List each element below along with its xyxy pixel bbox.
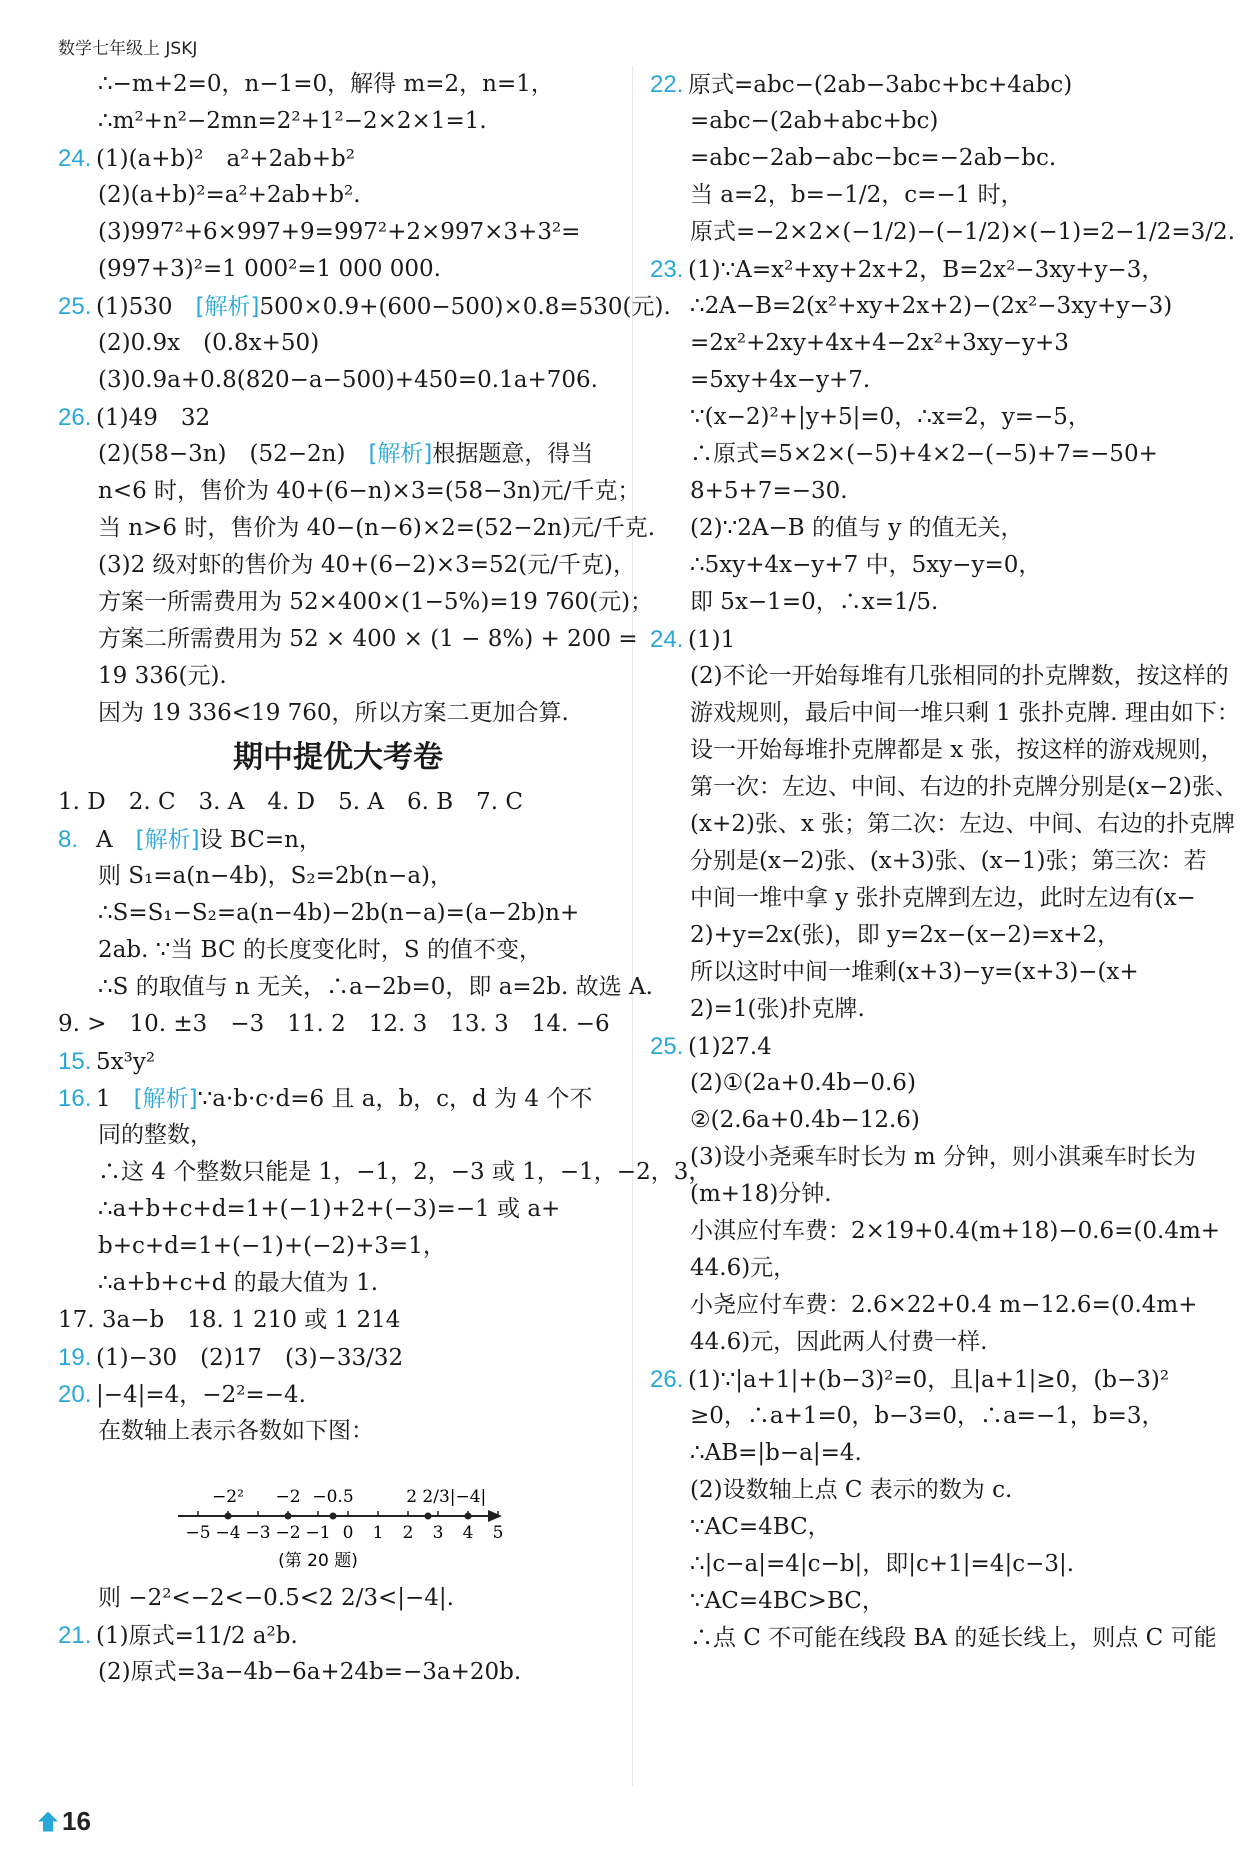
answer-line xyxy=(58,362,618,399)
answer-line xyxy=(650,325,1210,362)
page-number-badge xyxy=(38,1806,91,1837)
answer-line xyxy=(58,1228,618,1265)
answer-line xyxy=(58,325,618,362)
answer-text: 在数轴上表示各数如下图： xyxy=(98,1418,374,1444)
answer-line xyxy=(650,288,1210,325)
analysis-tag: [解析] xyxy=(195,294,260,320)
tick-label: 5 xyxy=(492,1523,504,1543)
answer-text: (1)∵|a+1|+(b−3)²=0，且|a+1|≥0，(b−3)² xyxy=(688,1367,1170,1393)
question-number: 24. xyxy=(58,145,92,172)
answer-line xyxy=(650,1139,1210,1176)
answer-text: (1)∵A=x²+xy+2x+2，B=2x²−3xy+y−3， xyxy=(688,257,1165,283)
answer-text: 原式=abc−(2ab−3abc+bc+4abc) xyxy=(688,72,1073,98)
answer-text: (997+3)²=1 000²=1 000 000. xyxy=(98,256,441,282)
answer-line xyxy=(650,732,1224,769)
tick-label: 2 xyxy=(402,1523,414,1543)
answer-line xyxy=(650,1324,1210,1361)
answer-text: ∴点 C 不可能在线段 BA 的延长线上，则点 C 可能 xyxy=(690,1625,1217,1651)
answer-text: ∴AB=|b−a|=4. xyxy=(690,1440,862,1466)
answer-text: 因为 19 336<19 760，所以方案二更加合算. xyxy=(98,700,569,726)
answer-text: 小尧应付车费：2.6×22+0.4 m−12.6=(0.4m+ xyxy=(690,1292,1198,1318)
number-point xyxy=(330,1513,337,1520)
question-number: 26. xyxy=(650,1366,684,1393)
answer-line xyxy=(650,1250,1210,1287)
answer-line xyxy=(58,251,618,288)
section-title: 期中提优大考卷 xyxy=(233,740,443,775)
tick-label: 4 xyxy=(462,1523,474,1543)
answer-text: 44.6)元，因此两人付费一样. xyxy=(690,1329,988,1355)
question-line xyxy=(650,621,1210,658)
question-number: 26. xyxy=(58,404,92,431)
tick-label: 1 xyxy=(372,1523,384,1543)
figure-caption: (第 20 题) xyxy=(278,1551,358,1571)
answer-line xyxy=(58,1302,618,1339)
answer-line xyxy=(650,1435,1210,1472)
analysis-tag: [解析] xyxy=(135,827,200,853)
question-line xyxy=(650,66,1210,103)
answer-text: (3)2 级对虾的售价为 40+(6−2)×3=52(元/千克)， xyxy=(98,552,636,578)
page-number: 16 xyxy=(62,1806,91,1836)
tick-label: 0 xyxy=(342,1523,354,1543)
answer-text: ∴S=S₁−S₂=a(n−4b)−2b(n−a)=(a−2b)n+ xyxy=(98,900,580,926)
answer-text: 当 n>6 时，售价为 40−(n−6)×2=(52−2n)元/千克. xyxy=(98,515,656,541)
answer-text: (2)(a+b)²=a²+2ab+b². xyxy=(98,182,361,208)
answer-text: =abc−(2ab+abc+bc) xyxy=(690,108,939,134)
answer-line xyxy=(58,695,618,732)
axis-arrow-icon xyxy=(488,1510,502,1522)
answer-text: b+c+d=1+(−1)+(−2)+3=1， xyxy=(98,1233,446,1259)
question-number: 16. xyxy=(58,1085,92,1112)
answer-line xyxy=(650,1065,1210,1102)
answer-text: 设 BC=n， xyxy=(199,827,322,853)
question-line xyxy=(58,1617,618,1654)
page-header: 数学七年级上 JSKJ xyxy=(58,39,198,59)
answer-text: 第一次：左边、中间、右边的扑克牌分别是(x−2)张、 xyxy=(690,774,1238,800)
answer-line xyxy=(650,843,1210,880)
tick-label: −1 xyxy=(305,1523,331,1543)
question-number: 19. xyxy=(58,1344,92,1371)
analysis-tag: [解析] xyxy=(368,441,433,467)
point-label: 2 2/3 xyxy=(406,1487,450,1507)
answer-line xyxy=(58,784,618,821)
answer-line xyxy=(650,769,1238,806)
answer-line xyxy=(58,1006,618,1043)
answer-line xyxy=(650,991,1210,1028)
answer-text: 2)=1(张)扑克牌. xyxy=(690,996,865,1022)
answer-text: =2x²+2xy+4x+4−2x²+3xy−y+3 xyxy=(690,330,1069,356)
answer-line xyxy=(650,695,1240,732)
tick-label: −2 xyxy=(275,1523,301,1543)
question-number: 22. xyxy=(650,71,684,98)
answer-text: ∴−m+2=0，n−1=0，解得 m=2，n=1， xyxy=(98,71,554,97)
answer-line xyxy=(650,1620,1217,1657)
answer-text: ∴S 的取值与 n 无关，∴a−2b=0，即 a=2b. 故选 A. xyxy=(98,974,653,1000)
answer-line xyxy=(58,1580,618,1617)
question-line xyxy=(650,1028,1210,1065)
question-number: 23. xyxy=(650,256,684,283)
answer-text: (2)∵2A−B 的值与 y 的值无关， xyxy=(690,515,1024,541)
question-line xyxy=(58,1080,618,1117)
tick-label: −4 xyxy=(215,1523,241,1543)
answer-line xyxy=(650,510,1210,547)
number-line-container xyxy=(98,1450,618,1580)
question-number: 25. xyxy=(650,1033,684,1060)
answer-text: =abc−2ab−abc−bc=−2ab−bc. xyxy=(690,145,1057,171)
left-column xyxy=(58,66,712,1691)
answer-line xyxy=(58,1265,618,1302)
answer-text: 方案一所需费用为 52×400×(1−5%)=19 760(元)； xyxy=(98,589,654,615)
tick-label: −5 xyxy=(185,1523,211,1543)
answer-text: 2)+y=2x(张)，即 y=2x−(x−2)=x+2， xyxy=(690,922,1121,948)
question-number: 21. xyxy=(58,1622,92,1649)
answer-line xyxy=(650,584,1210,621)
question-number: 15. xyxy=(58,1048,92,1075)
answer-text: ∵(x−2)²+|y+5|=0，∴x=2，y=−5， xyxy=(690,404,1091,430)
answer-text: 根据题意，得当 xyxy=(432,441,594,467)
answer-line xyxy=(58,547,636,584)
question-line xyxy=(58,1376,618,1413)
answer-text: (1)−30 (2)17 (3)−33/32 xyxy=(96,1345,404,1371)
answer-line xyxy=(58,177,618,214)
answer-line xyxy=(58,658,618,695)
answer-text: ∵AC=4BC， xyxy=(690,1514,831,1540)
answer-text: ∴|c−a|=4|c−b|，即|c+1|=4|c−3|. xyxy=(690,1551,1075,1577)
answer-line xyxy=(58,214,618,251)
answer-line xyxy=(650,362,1210,399)
answer-text: (2)0.9x (0.8x+50) xyxy=(98,330,320,356)
answer-line xyxy=(58,66,618,103)
answer-line xyxy=(650,880,1210,917)
answer-line xyxy=(650,806,1236,843)
answer-text: (2)原式=3a−4b−6a+24b=−3a+20b. xyxy=(98,1659,522,1685)
answer-line xyxy=(650,954,1210,991)
answer-line xyxy=(650,177,1210,214)
point-label: −2 xyxy=(275,1487,301,1507)
point-label: |−4| xyxy=(449,1487,487,1507)
answer-text: 则 −2²<−2<−0.5<2 2/3<|−4|. xyxy=(98,1585,454,1611)
answer-text: 方案二所需费用为 52 × 400 × (1 − 8%) + 200 = xyxy=(98,626,638,652)
answer-text: 小淇应付车费：2×19+0.4(m+18)−0.6=(0.4m+ xyxy=(690,1218,1221,1244)
answer-line xyxy=(650,658,1229,695)
answer-text: =5xy+4x−y+7. xyxy=(690,367,871,393)
answer-text: (2)(58−3n) (52−2n) xyxy=(98,441,369,467)
question-line xyxy=(650,1361,1210,1398)
answer-text: ②(2.6a+0.4b−12.6) xyxy=(690,1107,920,1133)
answer-line xyxy=(58,1117,618,1154)
answer-line xyxy=(58,1191,618,1228)
question-number: 24. xyxy=(650,626,684,653)
answer-text: 当 a=2，b=−1/2，c=−1 时， xyxy=(690,182,1024,208)
answer-line xyxy=(650,1176,1210,1213)
answer-text: 分别是(x−2)张、(x+3)张、(x−1)张；第三次：若 xyxy=(690,848,1207,874)
answer-text: 则 S₁=a(n−4b)，S₂=2b(n−a)， xyxy=(98,863,454,889)
tick-label: 3 xyxy=(432,1523,444,1543)
answer-text: A xyxy=(96,827,136,853)
answer-text: 19 336(元). xyxy=(98,663,227,689)
column-divider xyxy=(632,66,633,1786)
answer-text: 所以这时中间一堆剩(x+3)−y=(x+3)−(x+ xyxy=(690,959,1139,985)
question-line xyxy=(58,1339,618,1376)
answer-line xyxy=(650,140,1210,177)
point-label: −2² xyxy=(212,1487,244,1507)
analysis-tag: [解析] xyxy=(133,1086,198,1112)
answer-line xyxy=(650,1102,1210,1139)
answer-line xyxy=(650,1287,1210,1324)
question-line xyxy=(58,1043,618,1080)
answer-text: 中间一堆中拿 y 张扑克牌到左边，此时左边有(x− xyxy=(690,885,1196,911)
answer-text: ∵a·b·c·d=6 且 a，b，c，d 为 4 个不 xyxy=(197,1086,593,1112)
answer-text: ∴a+b+c+d=1+(−1)+2+(−3)=−1 或 a+ xyxy=(98,1196,561,1222)
answer-line xyxy=(58,584,654,621)
answer-line xyxy=(650,103,1210,140)
question-number: 8. xyxy=(58,826,79,853)
answer-text: |−4|=4，−2²=−4. xyxy=(96,1382,306,1408)
answer-text: 1 xyxy=(96,1086,134,1112)
answer-text: (1)49 32 xyxy=(96,405,211,431)
answer-line xyxy=(58,1154,712,1191)
answer-text: 原式=−2×2×(−1/2)−(−1/2)×(−1)=2−1/2=3/2. xyxy=(690,219,1236,245)
answer-line xyxy=(650,436,1210,473)
answer-text: (3)0.9a+0.8(820−a−500)+450=0.1a+706. xyxy=(98,367,598,393)
answer-text: 9. > 10. ±3 −3 11. 2 12. 3 13. 3 14. −6 xyxy=(58,1011,610,1037)
tick-label: −3 xyxy=(245,1523,271,1543)
answer-text: (2)不论一开始每堆有几张相同的扑克牌数，按这样的 xyxy=(690,663,1229,689)
answer-line xyxy=(650,214,1236,251)
point-label: −0.5 xyxy=(312,1487,354,1507)
answer-line xyxy=(58,436,618,473)
answer-text: 5x³y² xyxy=(96,1049,156,1075)
question-line xyxy=(58,399,618,436)
question-line xyxy=(58,288,671,325)
number-line-figure xyxy=(98,1450,518,1580)
answer-line xyxy=(650,1213,1221,1250)
answer-text: 1. D 2. C 3. A 4. D 5. A 6. B 7. C xyxy=(58,789,523,815)
answer-text: ∴原式=5×2×(−5)+4×2−(−5)+7=−50+ xyxy=(690,441,1158,467)
question-line xyxy=(650,251,1210,288)
right-column xyxy=(650,66,1240,1657)
number-point xyxy=(425,1513,432,1520)
number-point xyxy=(465,1513,472,1520)
answer-text: (x+2)张、x 张；第二次：左边、中间、右边的扑克牌 xyxy=(690,811,1236,837)
answer-text: (2)设数轴上点 C 表示的数为 c. xyxy=(690,1477,1013,1503)
answer-text: (1)27.4 xyxy=(688,1034,772,1060)
number-point xyxy=(285,1513,292,1520)
answer-line xyxy=(58,510,656,547)
answer-text: ∴a+b+c+d 的最大值为 1. xyxy=(98,1270,379,1296)
answer-line xyxy=(650,473,1210,510)
answer-line xyxy=(650,1546,1210,1583)
answer-text: (3)997²+6×997+9=997²+2×997×3+3²= xyxy=(98,219,581,245)
answer-text: (m+18)分钟. xyxy=(690,1181,832,1207)
answer-text: n<6 时，售价为 40+(6−n)×3=(58−3n)元/千克； xyxy=(98,478,641,504)
arrow-up-icon xyxy=(38,1812,58,1832)
answer-line xyxy=(58,932,618,969)
answer-line xyxy=(58,858,618,895)
question-line xyxy=(58,140,618,177)
answer-text: (1)原式=11/2 a²b. xyxy=(96,1623,298,1649)
answer-line xyxy=(650,1509,1210,1546)
answer-line xyxy=(650,1583,1210,1620)
answer-text: (1)530 xyxy=(96,294,196,320)
answer-text: ∵AC=4BC>BC， xyxy=(690,1588,885,1614)
answer-line xyxy=(58,1413,618,1450)
answer-line xyxy=(650,917,1210,954)
answer-line xyxy=(650,399,1210,436)
answer-text: (1)1 xyxy=(688,627,736,653)
answer-text: ∴m²+n²−2mn=2²+1²−2×2×1=1. xyxy=(98,108,487,134)
answer-text: 44.6)元， xyxy=(690,1255,797,1281)
answer-text: ∴2A−B=2(x²+xy+2x+2)−(2x²−3xy+y−3) xyxy=(690,293,1173,319)
answer-text: 2ab. ∵当 BC 的长度变化时，S 的值不变， xyxy=(98,937,542,963)
answer-line xyxy=(650,547,1210,584)
question-line xyxy=(58,821,618,858)
question-number: 20. xyxy=(58,1381,92,1408)
answer-line xyxy=(58,1654,618,1691)
answer-text: ∴这 4 个整数只能是 1，−1，2，−3 或 1，−1，−2，3， xyxy=(98,1159,712,1185)
answer-line xyxy=(58,969,653,1006)
answer-text: 8+5+7=−30. xyxy=(690,478,848,504)
question-number: 25. xyxy=(58,293,92,320)
answer-text: 游戏规则，最后中间一堆只剩 1 张扑克牌. 理由如下： xyxy=(690,700,1240,726)
answer-line xyxy=(58,473,641,510)
answer-text: 500×0.9+(600−500)×0.8=530(元). xyxy=(259,294,671,320)
answer-line xyxy=(58,895,618,932)
answer-text: 即 5x−1=0，∴x=1/5. xyxy=(690,589,939,615)
number-point xyxy=(225,1513,232,1520)
answer-text: 17. 3a−b 18. 1 210 或 1 214 xyxy=(58,1307,401,1333)
answer-line xyxy=(58,621,638,658)
answer-text: ∴5xy+4x−y+7 中，5xy−y=0， xyxy=(690,552,1042,578)
answer-line xyxy=(58,103,618,140)
answer-text: (1)(a+b)² a²+2ab+b² xyxy=(96,146,355,172)
answer-text: 同的整数， xyxy=(98,1122,213,1148)
answer-text: ≥0，∴a+1=0，b−3=0，∴a=−1，b=3， xyxy=(690,1403,1165,1429)
answer-text: 设一开始每堆扑克牌都是 x 张，按这样的游戏规则， xyxy=(690,737,1224,763)
answer-line xyxy=(650,1472,1210,1509)
answer-text: (3)设小尧乘车时长为 m 分钟，则小淇乘车时长为 xyxy=(690,1144,1197,1170)
answer-text: (2)①(2a+0.4b−0.6) xyxy=(690,1070,916,1096)
answer-line xyxy=(650,1398,1210,1435)
